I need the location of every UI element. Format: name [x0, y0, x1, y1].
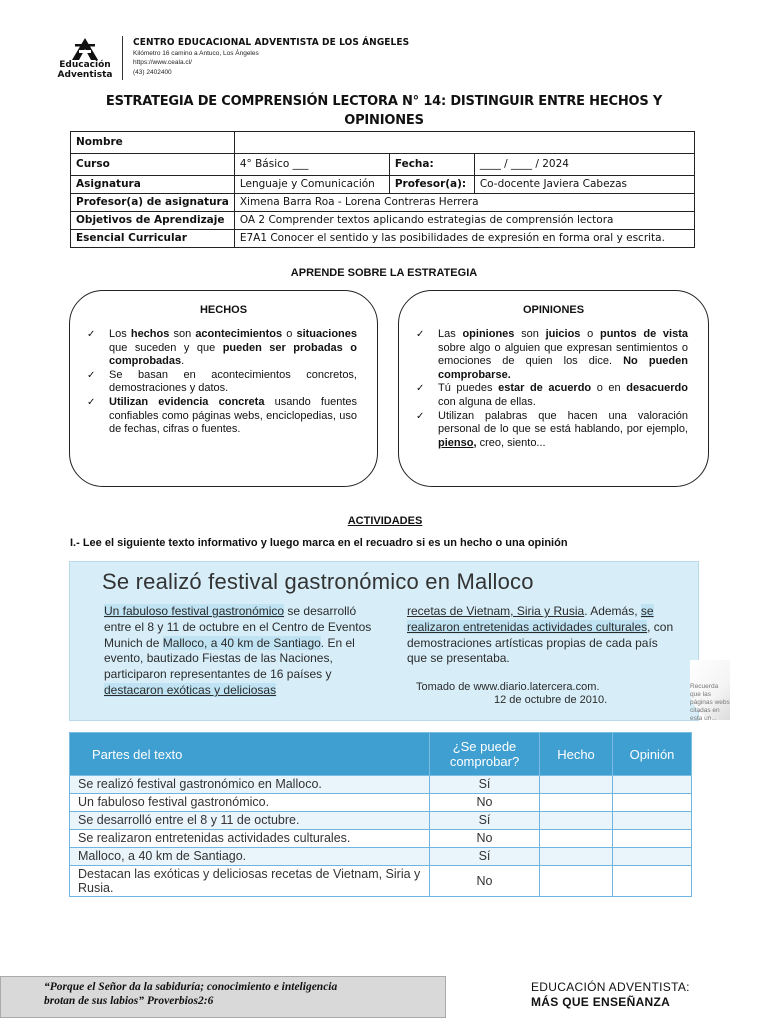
header-divider — [122, 36, 123, 80]
table-row — [70, 812, 692, 830]
opiniones-title: OPINIONES — [522, 304, 585, 316]
school-phone: (43) 2402400 — [133, 69, 172, 76]
asignatura-value: Lenguaje y Comunicación — [234, 176, 389, 194]
motto-line1: EDUCACIÓN ADVENTISTA: — [531, 980, 690, 994]
row-check: Sí — [430, 848, 540, 866]
hechos-box — [69, 290, 378, 487]
opinion-cell[interactable] — [613, 812, 692, 830]
article-title: Se realizó festival gastronómico en Malloco — [102, 569, 534, 594]
table-row — [70, 830, 692, 848]
exercise-table — [69, 732, 692, 897]
table-row — [70, 866, 692, 897]
asignatura-label: Asignatura — [71, 176, 235, 194]
page-title-line2: OPINIONES — [344, 113, 424, 128]
hecho-cell[interactable] — [540, 848, 613, 866]
row-check: No — [430, 866, 540, 897]
opinion-cell[interactable] — [613, 794, 692, 812]
row-check: Sí — [430, 812, 540, 830]
curso-field[interactable]: 4° Básico ___ — [234, 154, 389, 176]
bible-quote — [44, 981, 424, 1008]
row-text: Un fabuloso festival gastronómico. — [70, 794, 430, 812]
student-info-table — [70, 131, 695, 248]
col-header-partes: Partes del texto — [70, 733, 430, 776]
col-header-comprobar: ¿Se puede comprobar? — [430, 733, 540, 776]
opiniones-box — [398, 290, 709, 487]
school-address: Kilómetro 16 camino a Antuco, Los Ángeles — [133, 50, 259, 57]
page-title — [70, 92, 698, 130]
activities-title: ACTIVIDADES — [347, 515, 423, 527]
check-icon: ✓ — [87, 329, 96, 340]
hecho-cell[interactable] — [540, 794, 613, 812]
side-note: Recuerda que las páginas webs citadas en esta un... — [690, 683, 730, 722]
school-name: CENTRO EDUCACIONAL ADVENTISTA DE LOS ÁNGELES — [133, 37, 410, 48]
table-row — [70, 848, 692, 866]
row-text: Destacan las exóticas y deliciosas recetas de Vietnam, Siria y Rusia. — [70, 866, 430, 897]
nombre-label: Nombre — [71, 132, 235, 154]
hechos-item-3: ✓ Utilizan evidencia concreta usando fuentes confiables como páginas webs, enciclopedias, uso de fechas, cifras o fuentes. — [87, 395, 357, 436]
prof-asignatura-label: Profesor(a) de asignatura — [71, 194, 235, 212]
article-date: 12 de octubre de 2010. — [494, 694, 608, 706]
col-header-hecho: Hecho — [540, 733, 613, 776]
row-check: No — [430, 830, 540, 848]
opinion-cell[interactable] — [613, 776, 692, 794]
check-icon: ✓ — [87, 369, 96, 381]
fecha-label: Fecha: — [389, 154, 474, 176]
col-header-opinion: Opinión — [613, 733, 692, 776]
row-check: Sí — [430, 776, 540, 794]
hechos-item-2: ✓ Se basan en acontecimientos concretos, demostraciones y datos. — [87, 368, 357, 395]
activities-instruction: I.- Lee el siguiente texto informativo y luego marca en el recuadro si es un hecho o una opinión — [70, 537, 568, 549]
logo-text-line1: Educación — [59, 60, 111, 70]
table-row — [70, 794, 692, 812]
school-logo — [50, 38, 120, 82]
row-text: Se desarrolló entre el 8 y 11 de octubre. — [70, 812, 430, 830]
quote-line1: “Porque el Señor da la sabiduría; conocimiento e inteligencia — [44, 981, 338, 993]
hechos-item-1: ✓ Los hechos son acontecimientos o situaciones que suceden y que pueden ser probadas o comprobadas. — [87, 328, 357, 368]
logo-text-line2: Adventista — [57, 70, 113, 80]
objetivos-label: Objetivos de Aprendizaje — [71, 212, 235, 230]
hecho-cell[interactable] — [540, 776, 613, 794]
row-text: Se realizaron entretenidas actividades culturales. — [70, 830, 430, 848]
opinion-cell[interactable] — [613, 866, 692, 897]
quote-line2: brotan de sus labios” Proverbios2:6 — [44, 994, 214, 1007]
fecha-field[interactable]: ____ / ____ / 2024 — [474, 154, 694, 176]
opiniones-item-3: ✓ Utilizan palabras que hacen una valoración personal de lo que se está hablando, por ejemplo, pienso, creo, siento... — [416, 409, 688, 449]
hecho-cell[interactable] — [540, 812, 613, 830]
objetivos-value: OA 2 Comprender textos aplicando estrategias de comprensión lectora — [234, 212, 694, 230]
prof-asignatura-value: Ximena Barra Roa - Lorena Contreras Herrera — [234, 194, 694, 212]
opinion-cell[interactable] — [613, 848, 692, 866]
check-icon: ✓ — [87, 396, 96, 408]
nombre-field[interactable] — [234, 132, 694, 154]
check-icon: ✓ — [416, 383, 425, 395]
strategy-title: APRENDE SOBRE LA ESTRATEGIA — [290, 267, 478, 279]
hechos-title: HECHOS — [199, 304, 248, 316]
hechos-list — [70, 328, 377, 437]
page-title-line1: ESTRATEGIA DE COMPRENSIÓN LECTORA N° 14: DISTINGUIR ENTRE HECHOS Y — [105, 94, 663, 109]
hecho-cell[interactable] — [540, 866, 613, 897]
adventist-logo-icon — [72, 38, 98, 60]
check-icon: ✓ — [416, 329, 425, 340]
article-source: Tomado de www.diario.latercera.com. — [416, 681, 600, 693]
row-text: Malloco, a 40 km de Santiago. — [70, 848, 430, 866]
row-check: No — [430, 794, 540, 812]
motto-line2: MÁS QUE ENSEÑANZA — [531, 995, 671, 1009]
school-website[interactable]: https://www.ceala.cl/ — [133, 59, 192, 66]
profesor-value: Co-docente Javiera Cabezas — [474, 176, 694, 194]
hecho-cell[interactable] — [540, 830, 613, 848]
profesor-label: Profesor(a): — [389, 176, 474, 194]
article-right-column: recetas de Vietnam, Siria y Rusia. Además, se realizaron entretenidas actividades culturales, con demostraciones artísticas propias de cada país que se presentaba. — [407, 604, 674, 666]
curso-label: Curso — [71, 154, 235, 176]
opiniones-item-1: ✓ Las opiniones son juicios o puntos de vista sobre algo o alguien que expresan sentimientos o emociones de quien los dice. No pueden comprobarse. — [416, 328, 688, 381]
esencial-value: E7A1 Conocer el sentido y las posibilidades de expresión en forma oral y escrita. — [234, 230, 694, 248]
check-icon: ✓ — [416, 410, 425, 422]
esencial-label: Esencial Curricular — [71, 230, 235, 248]
opiniones-item-2: ✓ Tú puedes estar de acuerdo o en desacuerdo con alguna de ellas. — [416, 382, 688, 408]
opinion-cell[interactable] — [613, 830, 692, 848]
opiniones-list — [399, 328, 708, 450]
article-left-column: Un fabuloso festival gastronómico se desarrolló entre el 8 y 11 de octubre en el Centro de Eventos Munich de Malloco, a 40 km de Santiago. En el evento, bautizado Fiestas de las Naciones, participaron representantes de 16 países y destacaron exóticas y deliciosas — [104, 604, 372, 697]
table-row — [70, 776, 692, 794]
row-text: Se realizó festival gastronómico en Malloco. — [70, 776, 430, 794]
